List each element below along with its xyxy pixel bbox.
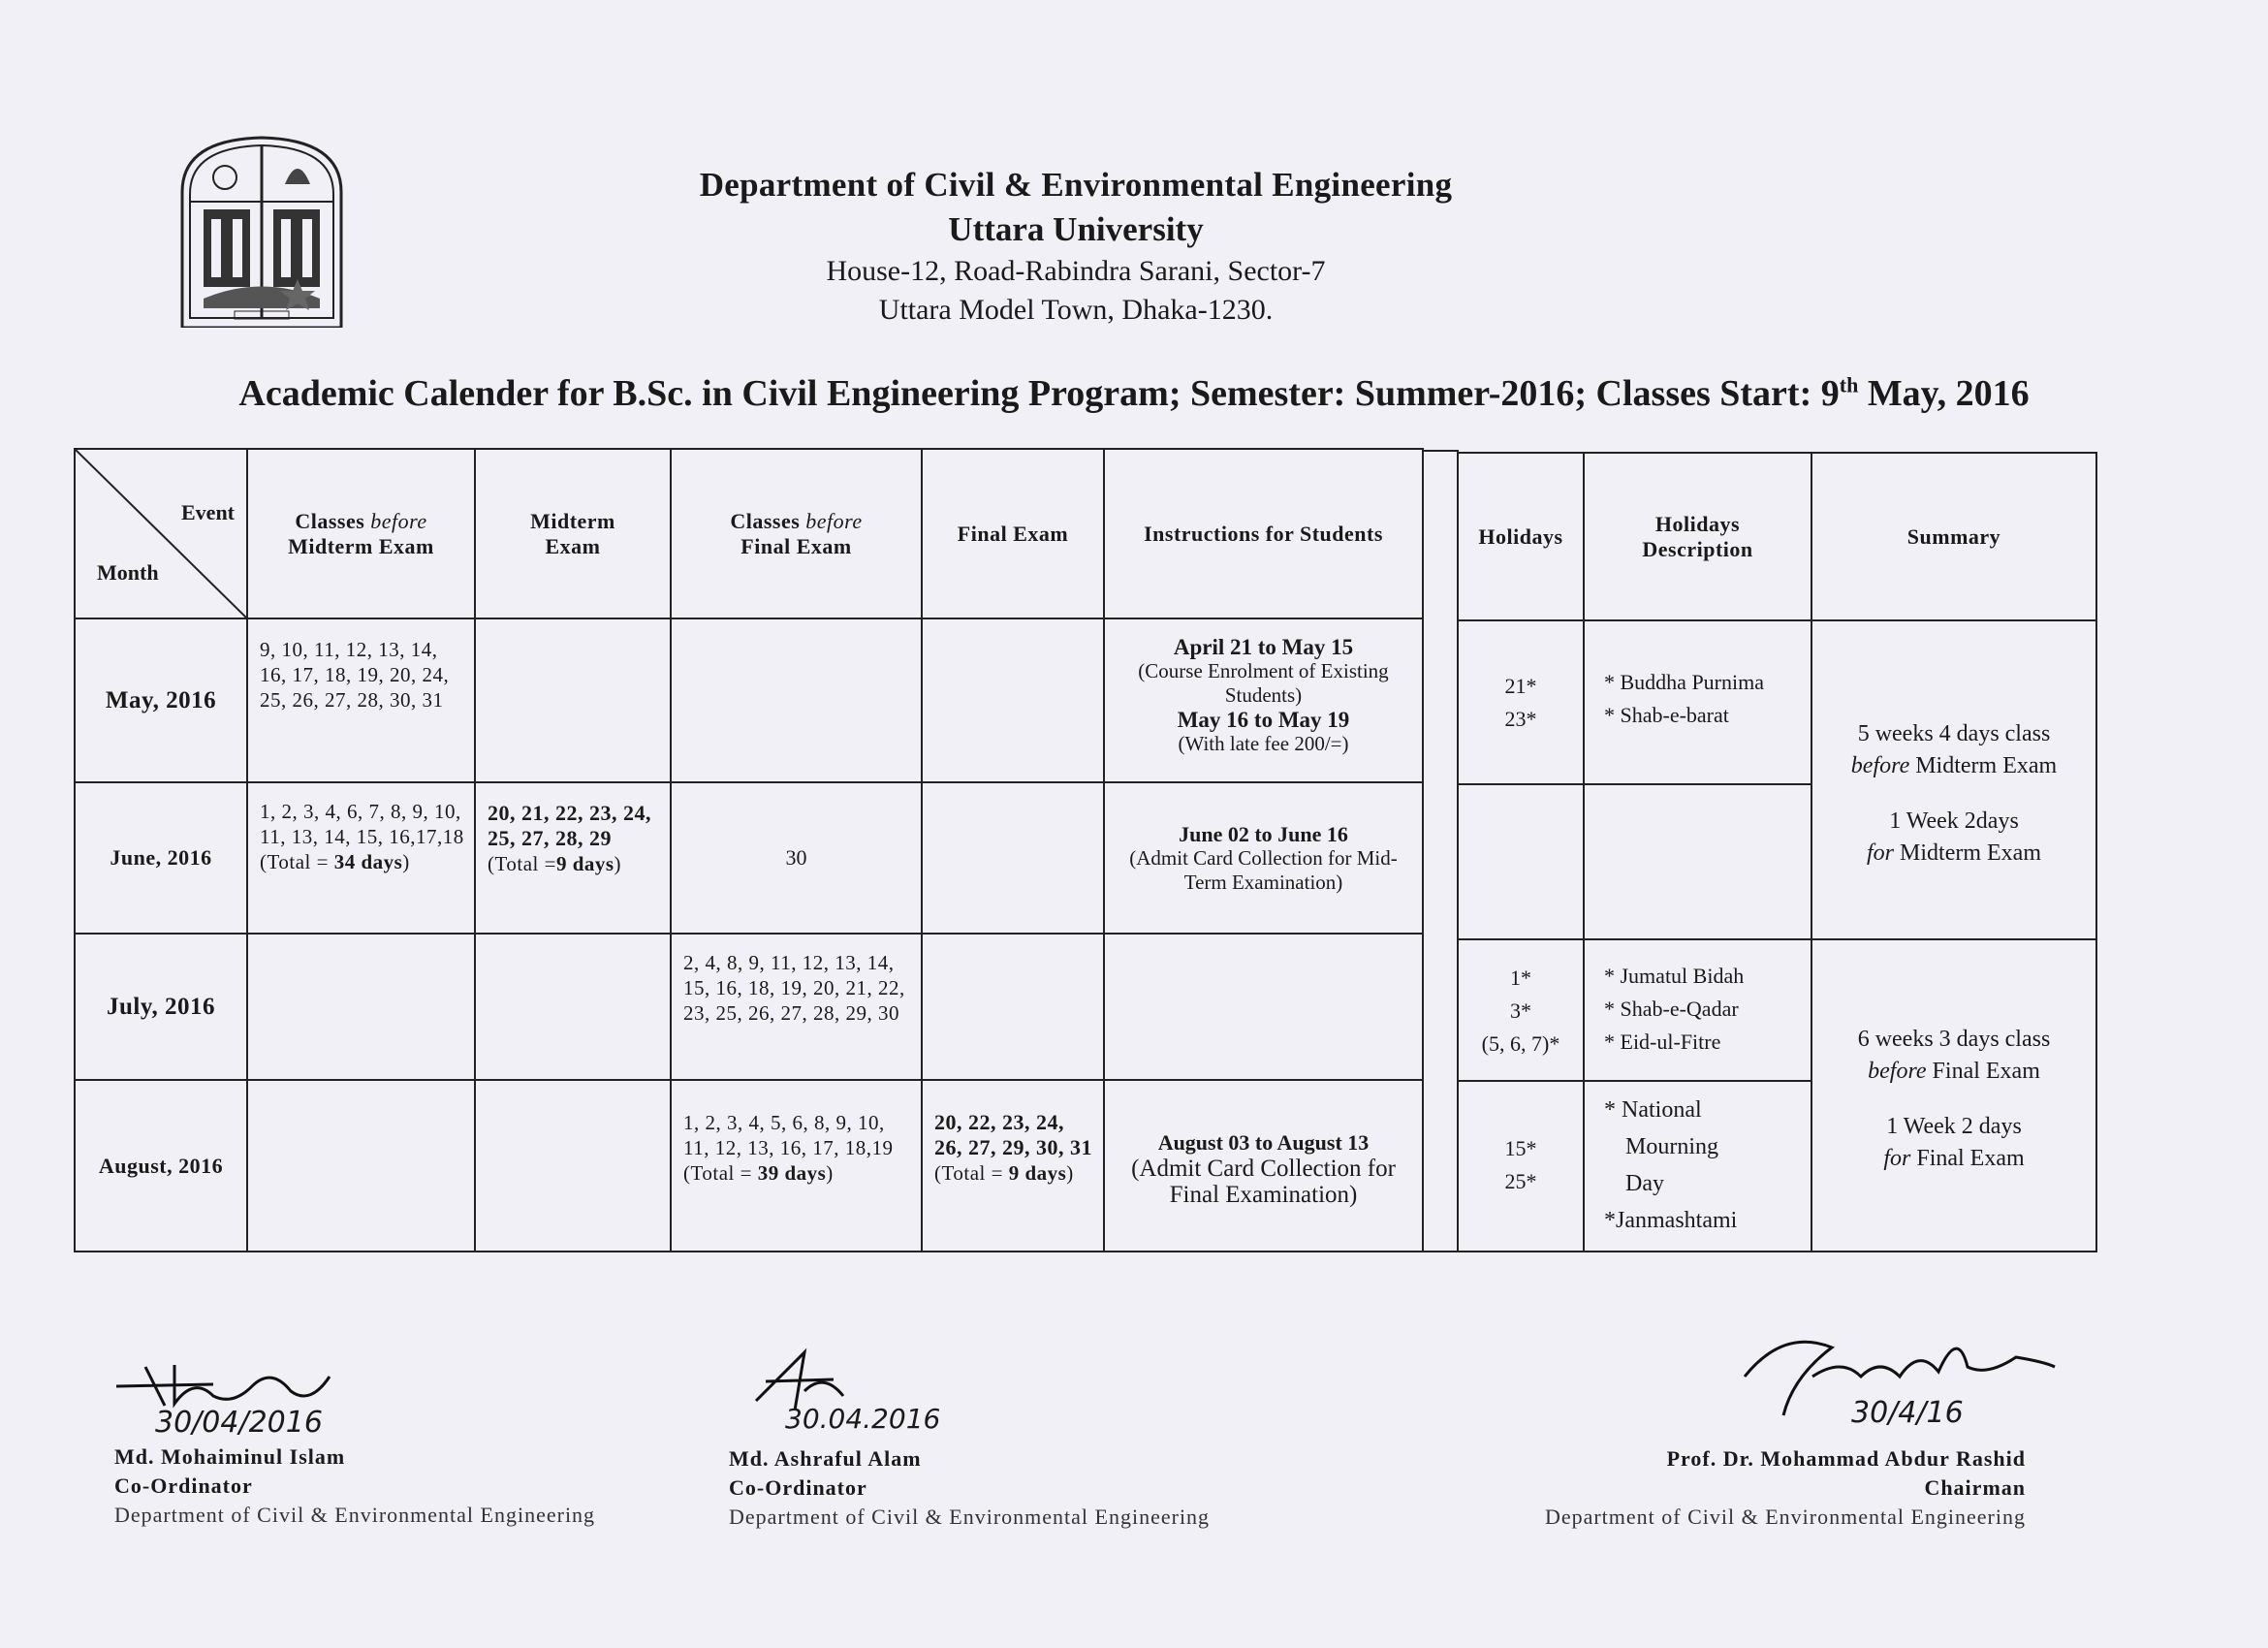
table-spacer-column (1422, 450, 1459, 1252)
may-classes-before-final (670, 618, 923, 783)
instr-text: (With late fee 200/=) (1178, 732, 1349, 755)
summary-text: Midterm Exam (1894, 840, 2041, 866)
total-suffix: ) (402, 850, 410, 873)
signatory-department: Department of Civil & Environmental Engineering (1544, 1505, 2026, 1529)
letterhead (543, 163, 1609, 330)
signature-2 (746, 1343, 969, 1435)
may-classes-before-midterm (246, 618, 476, 783)
final-dates: 20, 22, 23, 24, 26, 27, 29, 30, 31 (934, 1110, 1092, 1159)
june-holidays (1457, 783, 1585, 940)
midterm-dates: 20, 21, 22, 23, 24, 25, 27, 28, 29 (488, 801, 651, 850)
calendar-title-suffix: May, 2016 (1858, 373, 2030, 414)
summary-text: 1 Week 2 days (1886, 1114, 2022, 1139)
july-classes-before-midterm (246, 933, 476, 1081)
header-text: Midterm (530, 508, 615, 533)
august-instructions (1103, 1079, 1424, 1252)
june-final-exam (921, 781, 1105, 935)
calendar-title (184, 372, 2084, 415)
holiday-date: 15* (1504, 1136, 1537, 1160)
july-holidays (1457, 938, 1585, 1082)
holiday-desc: * Shab-e-barat (1604, 703, 1729, 727)
signatory-name: Md. Ashraful Alam (729, 1446, 922, 1471)
holiday-date: (5, 6, 7)* (1481, 1031, 1560, 1056)
june-instructions (1103, 781, 1424, 935)
instr-date: June 02 to June 16 (1179, 822, 1348, 846)
header-midterm-exam (474, 448, 672, 619)
instr-text: (Admit Card Collection for Final Examination) (1131, 1156, 1396, 1208)
signatory-3 (1502, 1444, 2026, 1532)
may-holidays (1457, 619, 1585, 785)
signatory-title: Chairman (1924, 1475, 2026, 1500)
july-midterm (474, 933, 672, 1081)
holiday-date: 25* (1504, 1169, 1537, 1193)
summary-midterm (1811, 619, 2097, 940)
august-classes-before-midterm (246, 1079, 476, 1252)
header-text: Classes (730, 508, 806, 533)
may-holidays-description (1583, 619, 1812, 785)
header-holidays-description (1583, 452, 1812, 621)
summary-text: 6 weeks 3 days class (1857, 1027, 2051, 1052)
signatory-name: Prof. Dr. Mohammad Abdur Rashid (1666, 1446, 2026, 1471)
header-text-em: before (370, 508, 427, 533)
header-final-exam: Final Exam (921, 448, 1105, 619)
header-classes-before-midterm (246, 448, 476, 619)
dates-text: 1, 2, 3, 4, 6, 7, 8, 9, 10, 11, 13, 14, 15, 16,17,18 (260, 800, 464, 848)
header-text: Holidays (1654, 511, 1741, 536)
header-text: Exam (545, 533, 601, 558)
total-line (260, 849, 464, 874)
signature-1 (107, 1338, 359, 1440)
corner-cell (74, 448, 248, 619)
summary-final (1811, 938, 2097, 1252)
holiday-desc: * Jumatul Bidah (1604, 964, 1745, 988)
june-classes-before-midterm (246, 781, 476, 935)
month-may: May, 2016 (74, 618, 248, 783)
may-final-exam (921, 618, 1105, 783)
total-prefix: (Total = (488, 852, 556, 875)
july-final-exam (921, 933, 1105, 1081)
month-july: July, 2016 (74, 933, 248, 1081)
header-text-em: before (805, 508, 863, 533)
summary-text: Final Exam (1926, 1059, 2040, 1084)
instr-date: May 16 to May 19 (1177, 708, 1350, 732)
header-text: Classes (295, 508, 371, 533)
university-logo (176, 134, 347, 328)
holiday-date: 3* (1510, 998, 1531, 1023)
instr-date: April 21 to May 15 (1173, 635, 1354, 659)
month-june: June, 2016 (74, 781, 248, 935)
signature-date: 30/4/16 (1851, 1396, 1964, 1430)
holiday-desc: * Eid-ul-Fitre (1604, 1030, 1721, 1054)
signatory-1 (114, 1442, 595, 1530)
total-days: 9 days (555, 852, 614, 875)
header-text: Description (1642, 536, 1753, 561)
total-suffix: ) (1066, 1161, 1074, 1185)
july-holidays-description (1583, 938, 1812, 1082)
july-instructions (1103, 933, 1424, 1081)
total-line (683, 1160, 911, 1186)
june-holidays-description (1583, 783, 1812, 940)
july-classes-before-final (670, 933, 923, 1081)
holiday-desc: *Janmashtami (1604, 1208, 1738, 1233)
total-days: 9 days (1008, 1161, 1067, 1185)
month-august: August, 2016 (74, 1079, 248, 1252)
holiday-desc: Mourning (1625, 1134, 1718, 1159)
holiday-desc: * Buddha Purnima (1604, 670, 1764, 694)
june-classes-before-final: 30 (670, 781, 923, 935)
signature-date: 30.04.2016 (785, 1403, 941, 1435)
summary-text: Midterm Exam (1909, 753, 2058, 778)
summary-em: for (1883, 1146, 1911, 1171)
august-midterm (474, 1079, 672, 1252)
total-suffix: ) (826, 1161, 834, 1185)
summary-text: 5 weeks 4 days class (1857, 721, 2051, 746)
header-classes-before-final (670, 448, 923, 619)
dates-text: 9, 10, 11, 12, 13, 14, 16, 17, 18, 19, 20, 24, 25, 26, 27, 28, 30, 31 (260, 638, 450, 712)
address-line-2: Uttara Model Town, Dhaka-1230. (878, 294, 1274, 326)
corner-event-label: Event (181, 500, 235, 524)
total-line (488, 851, 660, 876)
total-prefix: (Total = (260, 850, 334, 873)
header-holidays: Holidays (1457, 452, 1585, 621)
holiday-desc: * National (1604, 1097, 1702, 1123)
summary-em: before (1850, 753, 1910, 778)
instr-text: (Admit Card Collection for Mid-Term Examination) (1129, 846, 1398, 894)
corner-month-label: Month (97, 560, 159, 585)
signature-date: 30/04/2016 (155, 1406, 323, 1440)
holiday-desc: Day (1625, 1171, 1664, 1196)
may-midterm (474, 618, 672, 783)
instr-date: August 03 to August 13 (1157, 1130, 1370, 1155)
signatory-2 (729, 1444, 1210, 1532)
instr-text: (Course Enrolment of Existing Students) (1138, 659, 1389, 707)
signatory-name: Md. Mohaiminul Islam (114, 1444, 346, 1469)
university-name: Uttara University (948, 210, 1204, 248)
header-text: Midterm Exam (288, 533, 434, 558)
summary-em: before (1868, 1059, 1927, 1084)
signatory-department: Department of Civil & Environmental Engineering (729, 1505, 1211, 1529)
total-prefix: (Total = (683, 1161, 758, 1185)
may-instructions (1103, 618, 1424, 783)
header-instructions: Instructions for Students (1103, 448, 1424, 619)
total-days: 34 days (333, 850, 403, 873)
august-holidays (1457, 1080, 1585, 1252)
total-days: 39 days (757, 1161, 827, 1185)
summary-text: 1 Week 2days (1889, 808, 2019, 834)
total-line (934, 1160, 1093, 1186)
calendar-title-sup: th (1839, 372, 1859, 397)
address-line-1: House-12, Road-Rabindra Sarani, Sector-7 (826, 255, 1326, 287)
total-prefix: (Total = (934, 1161, 1009, 1185)
holiday-date: 1* (1510, 966, 1531, 990)
signatory-title: Co-Ordinator (114, 1474, 253, 1498)
holiday-date: 23* (1504, 707, 1537, 731)
august-classes-before-final (670, 1079, 923, 1252)
calendar-title-text: Academic Calender for B.Sc. in Civil Engineering Program; Semester: Summer-2016; Classes Start: 9 (238, 373, 1840, 414)
header-text: Final Exam (740, 533, 852, 558)
signature-3 (1725, 1318, 2074, 1430)
summary-text: Final Exam (1910, 1146, 2025, 1171)
holiday-desc: * Shab-e-Qadar (1604, 997, 1739, 1021)
june-midterm (474, 781, 672, 935)
total-suffix: ) (614, 852, 622, 875)
august-holidays-description (1583, 1080, 1812, 1252)
august-final-exam (921, 1079, 1105, 1252)
department-name: Department of Civil & Environmental Engineering (699, 166, 1453, 204)
header-summary: Summary (1811, 452, 2097, 621)
dates-text: 1, 2, 3, 4, 5, 6, 8, 9, 10, 11, 12, 13, 16, 17, 18,19 (683, 1111, 894, 1159)
summary-em: for (1867, 840, 1895, 866)
signatory-department: Department of Civil & Environmental Engineering (114, 1503, 596, 1527)
dates-text: 2, 4, 8, 9, 11, 12, 13, 14, 15, 16, 18, 19, 20, 21, 22, 23, 25, 26, 27, 28, 29, 30 (683, 951, 905, 1025)
holiday-date: 21* (1504, 674, 1537, 698)
signatory-title: Co-Ordinator (729, 1475, 867, 1500)
